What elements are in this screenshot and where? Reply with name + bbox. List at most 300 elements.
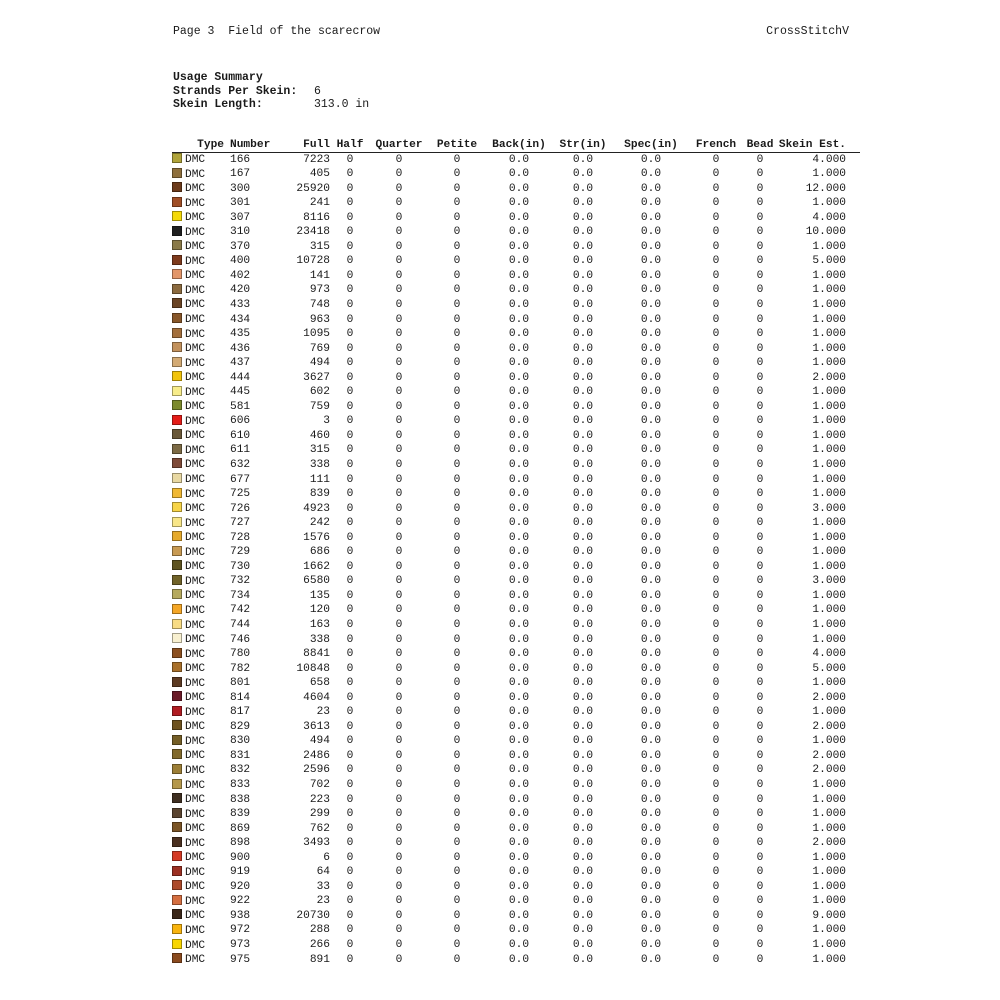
cell-back: 0.0 [508,909,530,922]
cell-str: 0.0 [572,924,594,937]
cell-type [172,779,228,794]
cell-type [172,808,228,823]
cell-half: 0 [346,473,354,486]
cell-str: 0.0 [572,953,594,966]
cell-half: 0 [346,589,354,602]
table-row [172,764,860,779]
floss-type: DMC [185,284,206,297]
cell-french: 0 [712,677,720,690]
color-swatch [172,866,182,876]
cell-spec: 0.0 [640,342,662,355]
cell-str: 0.0 [572,735,594,748]
table-row [172,298,860,313]
cell-bead: 0 [756,880,764,893]
cell-french: 0 [712,488,720,501]
cell-type [172,720,228,735]
cell-str: 0.0 [572,328,594,341]
cell-petite: 0 [453,531,461,544]
cell-french: 0 [712,313,720,326]
table-row [172,735,860,750]
cell-full: 23 [316,895,330,908]
cell-spec: 0.0 [640,502,662,515]
table-row [172,255,860,270]
col-skein-est: Skein Est. [776,138,860,153]
cell-french: 0 [712,706,720,719]
cell-petite: 0 [453,182,461,195]
cell-quarter: 0 [395,691,403,704]
cell-number: 301 [230,197,251,210]
cell-type [172,502,228,517]
cell-bead: 0 [756,386,764,399]
cell-french: 0 [712,648,720,661]
cell-skein-est: 1.000 [812,895,846,908]
cell-skein-est: 1.000 [812,822,846,835]
cell-str: 0.0 [572,502,594,515]
cell-quarter: 0 [395,706,403,719]
cell-quarter: 0 [395,240,403,253]
cell-quarter: 0 [395,531,403,544]
cell-quarter: 0 [395,298,403,311]
cell-half: 0 [346,517,354,530]
cell-back: 0.0 [508,328,530,341]
color-swatch [172,357,182,367]
cell-type [172,458,228,473]
cell-back: 0.0 [508,386,530,399]
floss-type: DMC [185,677,206,690]
cell-spec: 0.0 [640,168,662,181]
cell-half: 0 [346,313,354,326]
strands-value: 6 [314,84,321,98]
color-swatch [172,589,182,599]
cell-type [172,764,228,779]
cell-full: 23 [316,706,330,719]
cell-str: 0.0 [572,779,594,792]
cell-full: 4923 [303,502,330,515]
color-swatch [172,429,182,439]
floss-type: DMC [185,314,206,327]
cell-bead: 0 [756,619,764,631]
cell-str: 0.0 [572,357,594,370]
floss-type: DMC [185,866,206,879]
cell-str: 0.0 [572,197,594,210]
cell-quarter: 0 [395,502,403,515]
cell-spec: 0.0 [640,153,662,166]
table-row [172,560,860,575]
cell-spec: 0.0 [640,851,662,864]
cell-full: 288 [309,924,330,937]
table-row [172,328,860,343]
cell-back: 0.0 [508,458,530,471]
cell-number: 900 [230,851,251,864]
col-number: Number [228,138,274,153]
cell-back: 0.0 [508,211,530,224]
table-row [172,444,860,459]
cell-skein-est: 1.000 [812,706,846,719]
cell-skein-est: 1.000 [812,735,846,748]
cell-skein-est: 1.000 [812,866,846,879]
cell-number: 734 [230,589,251,602]
color-swatch [172,255,182,265]
cell-half: 0 [346,677,354,690]
cell-type [172,357,228,372]
cell-type [172,517,228,532]
cell-str: 0.0 [572,749,594,762]
cell-quarter: 0 [395,939,403,952]
cell-petite: 0 [453,153,461,166]
cell-french: 0 [712,939,720,952]
cell-full: 1095 [303,328,330,341]
cell-type [172,182,228,197]
table-row [172,633,860,648]
floss-type: DMC [185,924,206,937]
cell-full: 4604 [303,691,330,704]
cell-str: 0.0 [572,895,594,908]
floss-type: DMC [185,386,206,399]
cell-skein-est: 3.000 [812,575,846,588]
floss-type: DMC [185,939,206,952]
cell-skein-est: 1.000 [812,400,846,413]
cell-full: 973 [309,284,330,297]
cell-petite: 0 [453,444,461,457]
color-swatch [172,633,182,643]
floss-type: DMC [185,241,206,254]
cell-petite: 0 [453,822,461,835]
cell-full: 686 [309,546,330,559]
cell-back: 0.0 [508,255,530,268]
table-row [172,720,860,735]
cell-back: 0.0 [508,502,530,515]
cell-quarter: 0 [395,589,403,602]
floss-type: DMC [185,415,206,428]
color-swatch [172,619,182,629]
cell-type [172,211,228,226]
cell-quarter: 0 [395,909,403,922]
color-swatch [172,749,182,759]
cell-str: 0.0 [572,808,594,821]
cell-petite: 0 [453,488,461,501]
cell-spec: 0.0 [640,648,662,661]
floss-type: DMC [185,634,206,647]
cell-back: 0.0 [508,851,530,864]
cell-quarter: 0 [395,429,403,442]
floss-type: DMC [185,474,206,487]
cell-half: 0 [346,720,354,733]
cell-petite: 0 [453,633,461,646]
cell-petite: 0 [453,269,461,282]
cell-bead: 0 [756,531,764,544]
cell-skein-est: 1.000 [812,386,846,399]
color-swatch [172,662,182,672]
cell-half: 0 [346,400,354,413]
cell-bead: 0 [756,298,764,311]
color-swatch [172,182,182,192]
cell-quarter: 0 [395,284,403,297]
cell-number: 433 [230,298,251,311]
cell-skein-est: 1.000 [812,604,846,617]
cell-petite: 0 [453,851,461,864]
cell-number: 300 [230,182,251,195]
table-row [172,371,860,386]
floss-type: DMC [185,459,206,472]
cell-half: 0 [346,924,354,937]
table-row [172,648,860,663]
color-swatch [172,298,182,308]
cell-type [172,298,228,313]
cell-spec: 0.0 [640,619,662,631]
cell-type [172,662,228,677]
color-swatch [172,604,182,614]
cell-number: 434 [230,313,251,326]
cell-number: 744 [230,619,251,631]
floss-type: DMC [185,255,206,268]
cell-french: 0 [712,764,720,777]
table-row [172,269,860,284]
cell-number: 831 [230,749,251,762]
cell-half: 0 [346,444,354,457]
color-swatch [172,211,182,221]
cell-number: 436 [230,342,251,355]
cell-half: 0 [346,633,354,646]
cell-full: 2486 [303,749,330,762]
cell-back: 0.0 [508,924,530,937]
cell-bead: 0 [756,735,764,748]
cell-full: 3 [323,415,330,428]
color-swatch [172,517,182,527]
floss-type: DMC [185,735,206,748]
cell-skein-est: 1.000 [812,313,846,326]
cell-spec: 0.0 [640,517,662,530]
floss-type: DMC [185,619,206,632]
color-swatch [172,895,182,905]
cell-bead: 0 [756,153,764,166]
cell-petite: 0 [453,909,461,922]
cell-str: 0.0 [572,488,594,501]
cell-bead: 0 [756,284,764,297]
table-row [172,589,860,604]
cell-skein-est: 1.000 [812,924,846,937]
cell-number: 725 [230,488,251,501]
cell-petite: 0 [453,793,461,806]
cell-number: 437 [230,357,251,370]
cell-french: 0 [712,604,720,617]
cell-number: 402 [230,269,251,282]
cell-back: 0.0 [508,749,530,762]
cell-back: 0.0 [508,357,530,370]
cell-half: 0 [346,735,354,748]
cell-skein-est: 1.000 [812,240,846,253]
cell-bead: 0 [756,168,764,181]
usage-summary [173,71,369,112]
cell-type [172,386,228,401]
cell-petite: 0 [453,400,461,413]
cell-bead: 0 [756,895,764,908]
cell-quarter: 0 [395,153,403,166]
cell-type [172,953,228,968]
col-french: French [688,138,744,153]
cell-type [172,575,228,590]
color-swatch [172,735,182,745]
cell-type [172,342,228,357]
floss-type: DMC [185,546,206,559]
cell-skein-est: 1.000 [812,633,846,646]
cell-back: 0.0 [508,779,530,792]
cell-french: 0 [712,720,720,733]
cell-half: 0 [346,822,354,835]
table-row [172,895,860,910]
cell-number: 833 [230,779,251,792]
floss-type: DMC [185,488,206,501]
cell-bead: 0 [756,517,764,530]
cell-str: 0.0 [572,706,594,719]
cell-skein-est: 3.000 [812,502,846,515]
cell-type [172,909,228,924]
cell-petite: 0 [453,357,461,370]
cell-spec: 0.0 [640,458,662,471]
cell-quarter: 0 [395,953,403,966]
cell-full: 8116 [303,211,330,224]
cell-full: 1662 [303,560,330,573]
cell-bead: 0 [756,939,764,952]
cell-number: 728 [230,531,251,544]
cell-french: 0 [712,255,720,268]
color-swatch [172,284,182,294]
table-row [172,517,860,532]
cell-petite: 0 [453,226,461,239]
color-swatch [172,909,182,919]
cell-half: 0 [346,837,354,850]
cell-full: 658 [309,677,330,690]
table-row [172,313,860,328]
cell-full: 10728 [296,255,330,268]
cell-half: 0 [346,342,354,355]
cell-quarter: 0 [395,677,403,690]
table-row [172,662,860,677]
cell-skein-est: 1.000 [812,298,846,311]
cell-back: 0.0 [508,822,530,835]
cell-french: 0 [712,197,720,210]
cell-str: 0.0 [572,604,594,617]
cell-spec: 0.0 [640,531,662,544]
cell-half: 0 [346,153,354,166]
cell-bead: 0 [756,371,764,384]
cell-half: 0 [346,749,354,762]
cell-spec: 0.0 [640,749,662,762]
cell-back: 0.0 [508,691,530,704]
cell-spec: 0.0 [640,357,662,370]
cell-str: 0.0 [572,168,594,181]
cell-quarter: 0 [395,662,403,675]
color-swatch [172,546,182,556]
cell-back: 0.0 [508,531,530,544]
cell-full: 602 [309,386,330,399]
cell-bead: 0 [756,269,764,282]
cell-quarter: 0 [395,575,403,588]
cell-bead: 0 [756,779,764,792]
cell-bead: 0 [756,357,764,370]
cell-str: 0.0 [572,240,594,253]
col-half: Half [330,138,370,153]
floss-usage-table [172,138,860,968]
cell-number: 817 [230,706,251,719]
cell-number: 746 [230,633,251,646]
cell-french: 0 [712,909,720,922]
cell-str: 0.0 [572,444,594,457]
cell-skein-est: 1.000 [812,851,846,864]
cell-half: 0 [346,560,354,573]
cell-str: 0.0 [572,662,594,675]
cell-bead: 0 [756,240,764,253]
floss-type: DMC [185,270,206,283]
cell-half: 0 [346,909,354,922]
cell-petite: 0 [453,458,461,471]
cell-back: 0.0 [508,633,530,646]
cell-spec: 0.0 [640,197,662,210]
cell-str: 0.0 [572,851,594,864]
cell-str: 0.0 [572,386,594,399]
col-quarter: Quarter [370,138,428,153]
cell-back: 0.0 [508,880,530,893]
cell-str: 0.0 [572,822,594,835]
cell-half: 0 [346,211,354,224]
floss-type: DMC [185,779,206,792]
cell-str: 0.0 [572,880,594,893]
cell-type [172,677,228,692]
cell-type [172,240,228,255]
cell-skein-est: 1.000 [812,197,846,210]
cell-full: 839 [309,488,330,501]
cell-quarter: 0 [395,808,403,821]
cell-quarter: 0 [395,371,403,384]
cell-back: 0.0 [508,648,530,661]
cell-full: 242 [309,517,330,530]
cell-str: 0.0 [572,153,594,166]
floss-type: DMC [185,721,206,734]
cell-quarter: 0 [395,415,403,428]
cell-number: 167 [230,168,251,181]
floss-type: DMC [185,808,206,821]
cell-spec: 0.0 [640,226,662,239]
floss-type: DMC [185,343,206,356]
cell-quarter: 0 [395,357,403,370]
cell-bead: 0 [756,633,764,646]
page-label: Page 3 [173,25,215,38]
cell-spec: 0.0 [640,313,662,326]
cell-skein-est: 1.000 [812,444,846,457]
cell-half: 0 [346,793,354,806]
cell-half: 0 [346,415,354,428]
cell-petite: 0 [453,371,461,384]
cell-french: 0 [712,560,720,573]
cell-skein-est: 4.000 [812,648,846,661]
floss-type: DMC [185,299,206,312]
color-swatch [172,691,182,701]
cell-skein-est: 5.000 [812,662,846,675]
cell-bead: 0 [756,589,764,602]
cell-quarter: 0 [395,764,403,777]
color-swatch [172,473,182,483]
floss-type: DMC [185,895,206,908]
cell-quarter: 0 [395,226,403,239]
cell-bead: 0 [756,953,764,966]
cell-number: 370 [230,240,251,253]
floss-type: DMC [185,197,206,210]
table-row [172,575,860,590]
cell-type [172,269,228,284]
table-row [172,822,860,837]
cell-quarter: 0 [395,488,403,501]
cell-number: 919 [230,866,251,879]
color-swatch [172,153,182,163]
